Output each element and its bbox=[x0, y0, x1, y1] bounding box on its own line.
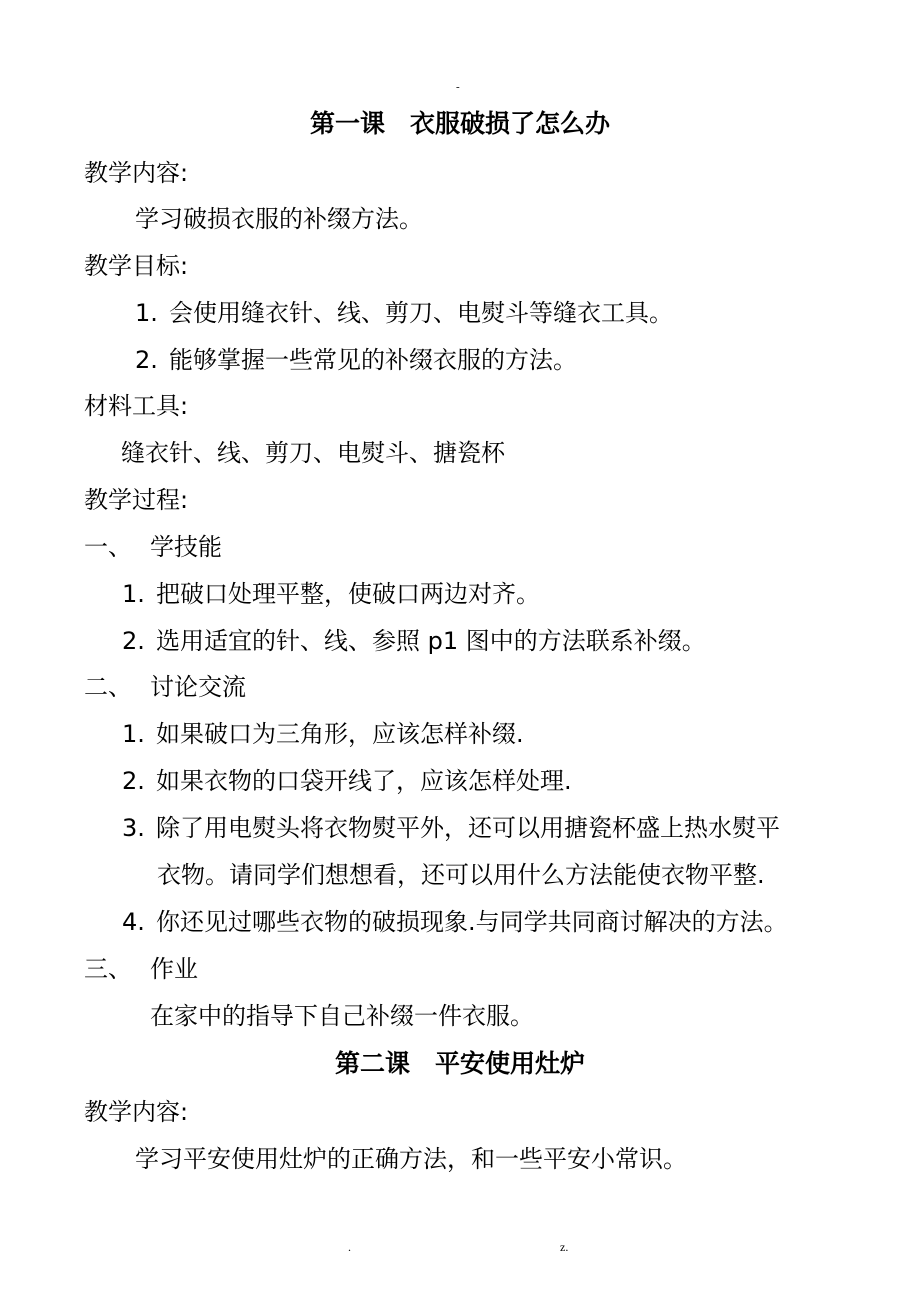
item-text: 除了用电熨头将衣物熨平外，还可以用搪瓷杯盛上热水熨平 bbox=[156, 814, 780, 842]
goal-item bbox=[135, 297, 673, 329]
lesson1-materials-text: 缝衣针、线、剪刀、电熨斗、搪瓷杯 bbox=[121, 439, 505, 467]
goal-text: 能够掌握一些常见的补缀衣服的方法。 bbox=[169, 346, 577, 374]
section-title: 讨论交流 bbox=[150, 673, 246, 701]
page-footer-mark-left: . bbox=[348, 1240, 351, 1254]
lesson1-goals-heading: 教学目标: bbox=[84, 252, 189, 280]
lesson2-content-heading: 教学内容: bbox=[84, 1098, 189, 1126]
goal-text: 会使用缝衣针、线、剪刀、电熨斗等缝衣工具。 bbox=[169, 299, 673, 327]
process-section-heading bbox=[84, 953, 198, 985]
lesson1-content-heading: 教学内容: bbox=[84, 159, 189, 187]
process-section-heading bbox=[84, 671, 246, 703]
item-text: 你还见过哪些衣物的破损现象.与同学共同商讨解决的方法。 bbox=[156, 908, 788, 936]
item-number: 2. bbox=[122, 627, 145, 655]
list-item bbox=[122, 765, 572, 797]
list-item bbox=[122, 625, 706, 657]
homework-text: 在家中的指导下自己补缀一件衣服。 bbox=[150, 1002, 534, 1030]
goal-number: 2. bbox=[135, 346, 158, 374]
item-text: 如果衣物的口袋开线了，应该怎样处理. bbox=[156, 767, 572, 795]
page-header-mark: - bbox=[456, 81, 460, 93]
lesson1-process-heading: 教学过程: bbox=[84, 486, 189, 514]
item-number: 2. bbox=[122, 767, 145, 795]
item-text: 如果破口为三角形，应该怎样补缀. bbox=[156, 720, 524, 748]
lesson2-content-text: 学习平安使用灶炉的正确方法，和一些平安小常识。 bbox=[135, 1145, 687, 1173]
item-text: 选用适宜的针、线、参照 p1 图中的方法联系补缀。 bbox=[156, 627, 706, 655]
list-item bbox=[122, 812, 780, 844]
section-title: 学技能 bbox=[150, 533, 222, 561]
lesson1-materials-heading: 材料工具: bbox=[84, 392, 189, 420]
item-number: 4. bbox=[122, 908, 145, 936]
lesson1-title: 第一课 衣服破损了怎么办 bbox=[309, 109, 610, 138]
item-number: 1. bbox=[122, 580, 145, 608]
section-number: 一、 bbox=[84, 533, 132, 561]
list-item bbox=[122, 578, 540, 610]
list-item bbox=[122, 718, 524, 750]
list-item bbox=[122, 906, 788, 938]
list-item-continuation: 衣物。请同学们想想看，还可以用什么方法能使衣物平整. bbox=[157, 861, 765, 889]
section-number: 二、 bbox=[84, 673, 132, 701]
item-number: 1. bbox=[122, 720, 145, 748]
lesson1-content-text: 学习破损衣服的补缀方法。 bbox=[135, 205, 423, 233]
item-number: 3. bbox=[122, 814, 145, 842]
process-section-heading bbox=[84, 531, 222, 563]
section-number: 三、 bbox=[84, 955, 132, 983]
section-title: 作业 bbox=[150, 955, 198, 983]
lesson2-title: 第二课 平安使用灶炉 bbox=[334, 1049, 585, 1078]
page-footer-mark-right: z. bbox=[560, 1240, 569, 1254]
item-text: 把破口处理平整，使破口两边对齐。 bbox=[156, 580, 540, 608]
goal-item bbox=[135, 344, 577, 376]
goal-number: 1. bbox=[135, 299, 158, 327]
